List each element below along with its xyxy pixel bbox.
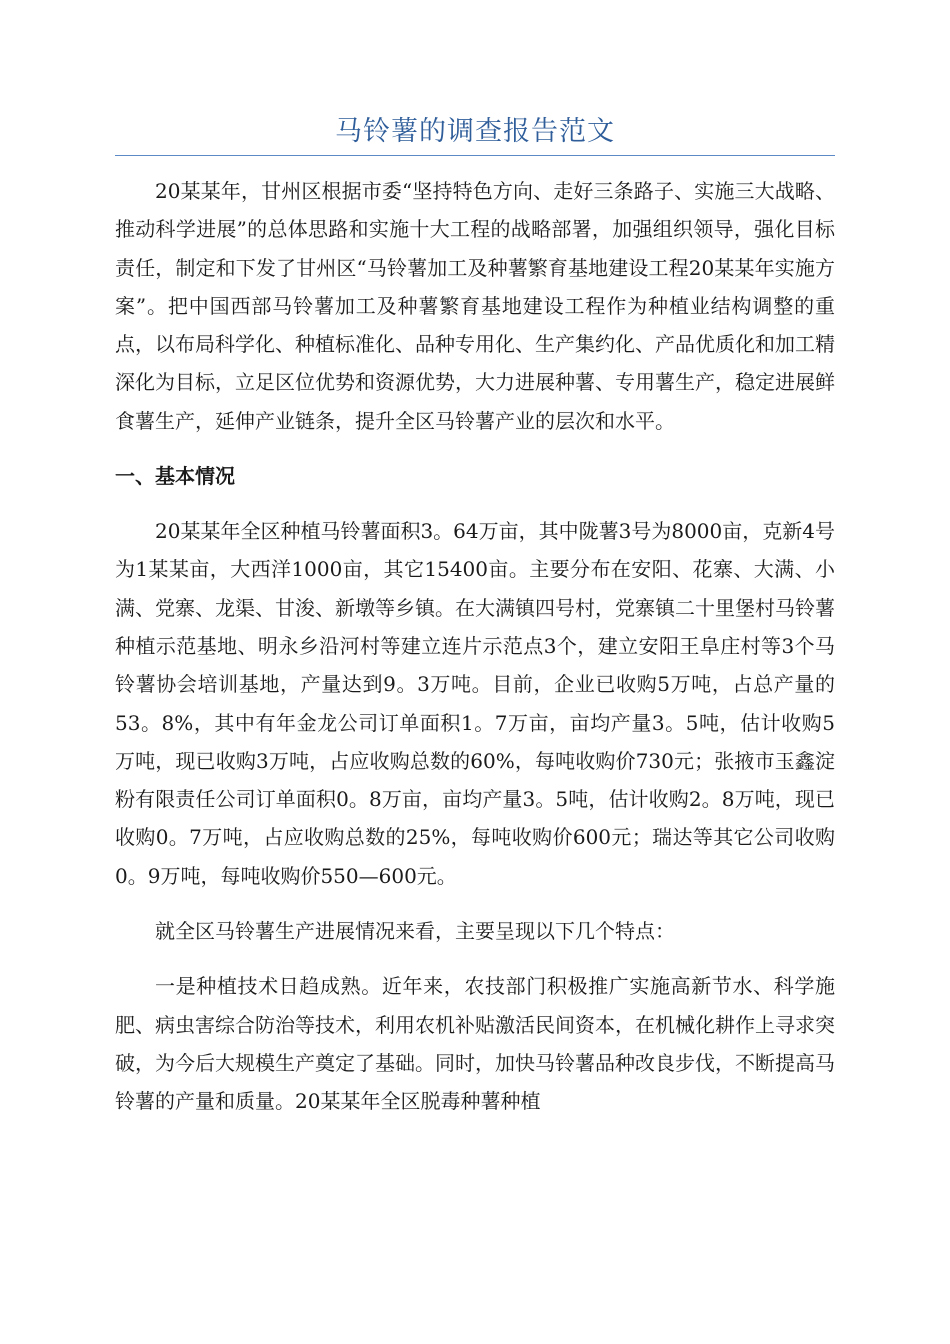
section-heading-basic-situation: 一、基本情况 <box>115 464 235 489</box>
document-body <box>115 172 835 1121</box>
intro-paragraph: 20某某年，甘州区根据市委“坚持特色方向、走好三条路子、实施三大战略、推动科学进展”的总体思路和实施十大工程的战略部署，加强组织领导，强化目标责任，制定和下发了甘州区“马铃薯加工及种薯繁育基地建设工程20某某年实施方案”。把中国西部马铃薯加工及种薯繁育基地建设工程作为种植业结构调整的重点，以布局科学化、种植标准化、品种专用化、生产集约化、产品优质化和加工精深化为目标，立足区位优势和资源优势，大力进展种薯、专用薯生产，稳定进展鲜食薯生产，延伸产业链条，提升全区马铃薯产业的层次和水平。 <box>115 179 835 433</box>
basic-situation-paragraph: 20某某年全区种植马铃薯面积3。64万亩，其中陇薯3号为8000亩，克新4号为1某某亩，大西洋1000亩，其它15400亩。主要分布在安阳、花寨、大满、小满、党寨、龙渠、甘浚、新墩等乡镇。在大满镇四号村，党寨镇二十里堡村马铃薯种植示范基地、明永乡沿河村等建立连片示范点3个，建立安阳王阜庄村等3个马铃薯协会培训基地，产量达到9。3万吨。目前，企业已收购5万吨，占总产量的53。8%，其中有年金龙公司订单面积1。7万亩，亩均产量3。5吨，估计收购5万吨，现已收购3万吨，占应收购总数的60%，每吨收购价730元；张掖市玉鑫淀粉有限责任公司订单面积0。8万亩，亩均产量3。5吨，估计收购2。8万吨，现已收购0。7万吨，占应收购总数的25%，每吨收购价600元；瑞达等其它公司收购0。9万吨，每吨收购价550—600元。 <box>115 519 835 888</box>
features-intro-paragraph: 就全区马铃薯生产进展情况来看，主要呈现以下几个特点： <box>155 919 675 944</box>
document-title: 马铃薯的调查报告范文 <box>335 116 615 147</box>
feature-one-paragraph: 一是种植技术日趋成熟。近年来，农技部门积极推广实施高新节水、科学施肥、病虫害综合防治等技术，利用农机补贴激活民间资本，在机械化耕作上寻求突破，为今后大规模生产奠定了基础。同时，加快马铃薯品种改良步伐，不断提高马铃薯的产量和质量。20某某年全区脱毒种薯种植 <box>115 974 835 1114</box>
title-underline <box>115 155 835 156</box>
